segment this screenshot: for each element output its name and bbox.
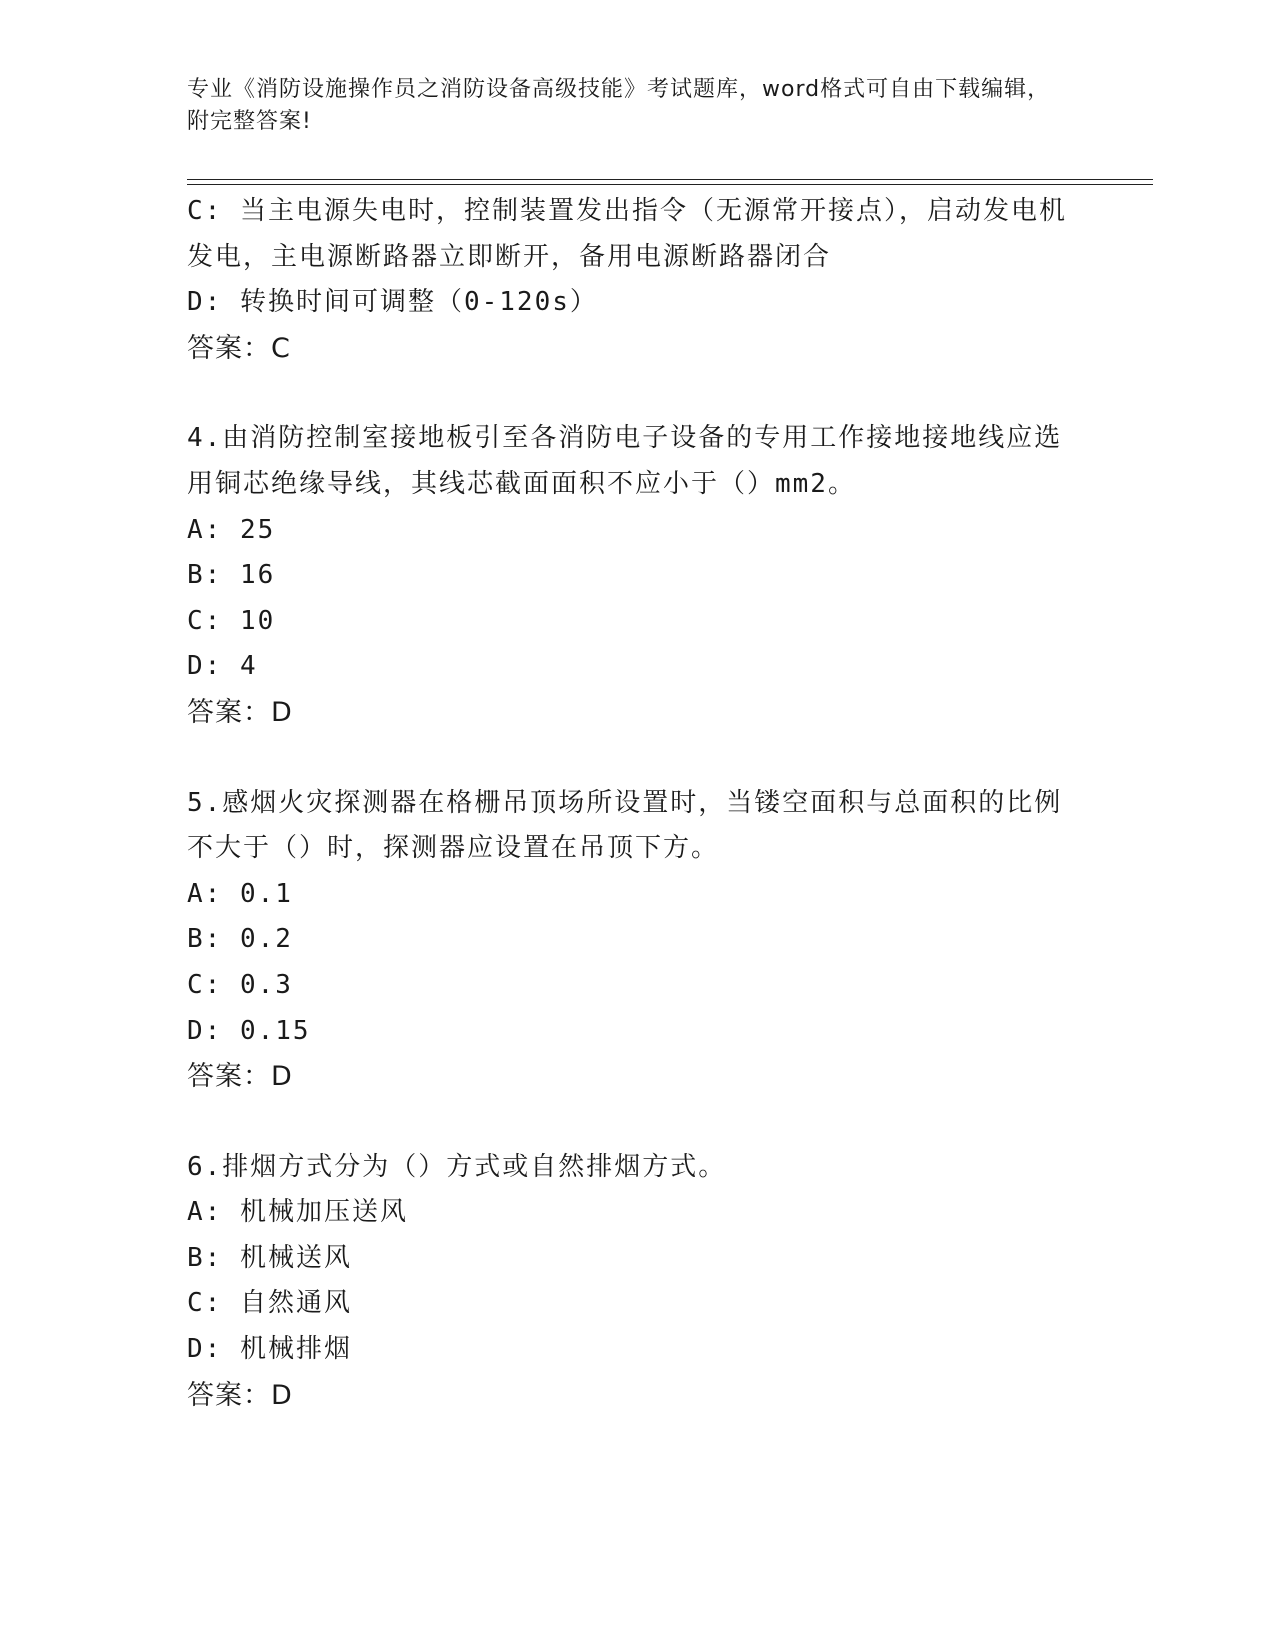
previous-question-block — [187, 189, 1087, 371]
question-stem: 6.排烟方式分为（）方式或自然排烟方式。 — [187, 1151, 727, 1182]
option-a: A: 机械加压送风 — [187, 1197, 408, 1228]
option-c: C: 自然通风 — [187, 1288, 352, 1319]
option-d: D: 机械排烟 — [187, 1334, 352, 1365]
option-c: C: 当主电源失电时，控制装置发出指令（无源常开接点），启动发电机发电，主电源断路器立即断开，备用电源断路器闭合 — [187, 196, 1067, 272]
question-stem: 5.感烟火灾探测器在格栅吊顶场所设置时，当镂空面积与总面积的比例不大于（）时，探测器应设置在吊顶下方。 — [187, 787, 1063, 864]
question-5-block — [187, 781, 1087, 1100]
question-6-block — [187, 1145, 1087, 1419]
answer-line: 答案：D — [187, 696, 293, 728]
option-b: B: 16 — [187, 560, 276, 591]
option-c: C: 10 — [187, 605, 276, 636]
option-b: B: 机械送风 — [187, 1242, 352, 1273]
option-c: C: 0.3 — [187, 969, 293, 1000]
header-divider-top — [187, 179, 1153, 180]
answer-line: 答案：D — [187, 1061, 293, 1093]
document-intro: 专业《消防设施操作员之消防设备高级技能》考试题库，word格式可自由下载编辑，附完整答案! — [187, 77, 1051, 134]
option-b: B: 0.2 — [187, 924, 293, 955]
spacer — [187, 1100, 1087, 1145]
option-d: D: 转换时间可调整（0-120s） — [187, 287, 598, 318]
question-list — [187, 189, 1087, 1418]
question-4-block — [187, 416, 1087, 735]
answer-line: 答案：C — [187, 332, 291, 364]
option-d: D: 4 — [187, 651, 258, 682]
question-stem: 4.由消防控制室接地板引至各消防电子设备的专用工作接地接地线应选用铜芯绝缘导线，其线芯截面面积不应小于（）mm2。 — [187, 423, 1063, 499]
option-d: D: 0.15 — [187, 1015, 311, 1046]
header-divider-bottom — [187, 184, 1153, 185]
option-a: A: 25 — [187, 514, 276, 545]
spacer — [187, 736, 1087, 781]
option-a: A: 0.1 — [187, 878, 293, 909]
spacer — [187, 371, 1087, 416]
answer-line: 答案：D — [187, 1379, 293, 1411]
